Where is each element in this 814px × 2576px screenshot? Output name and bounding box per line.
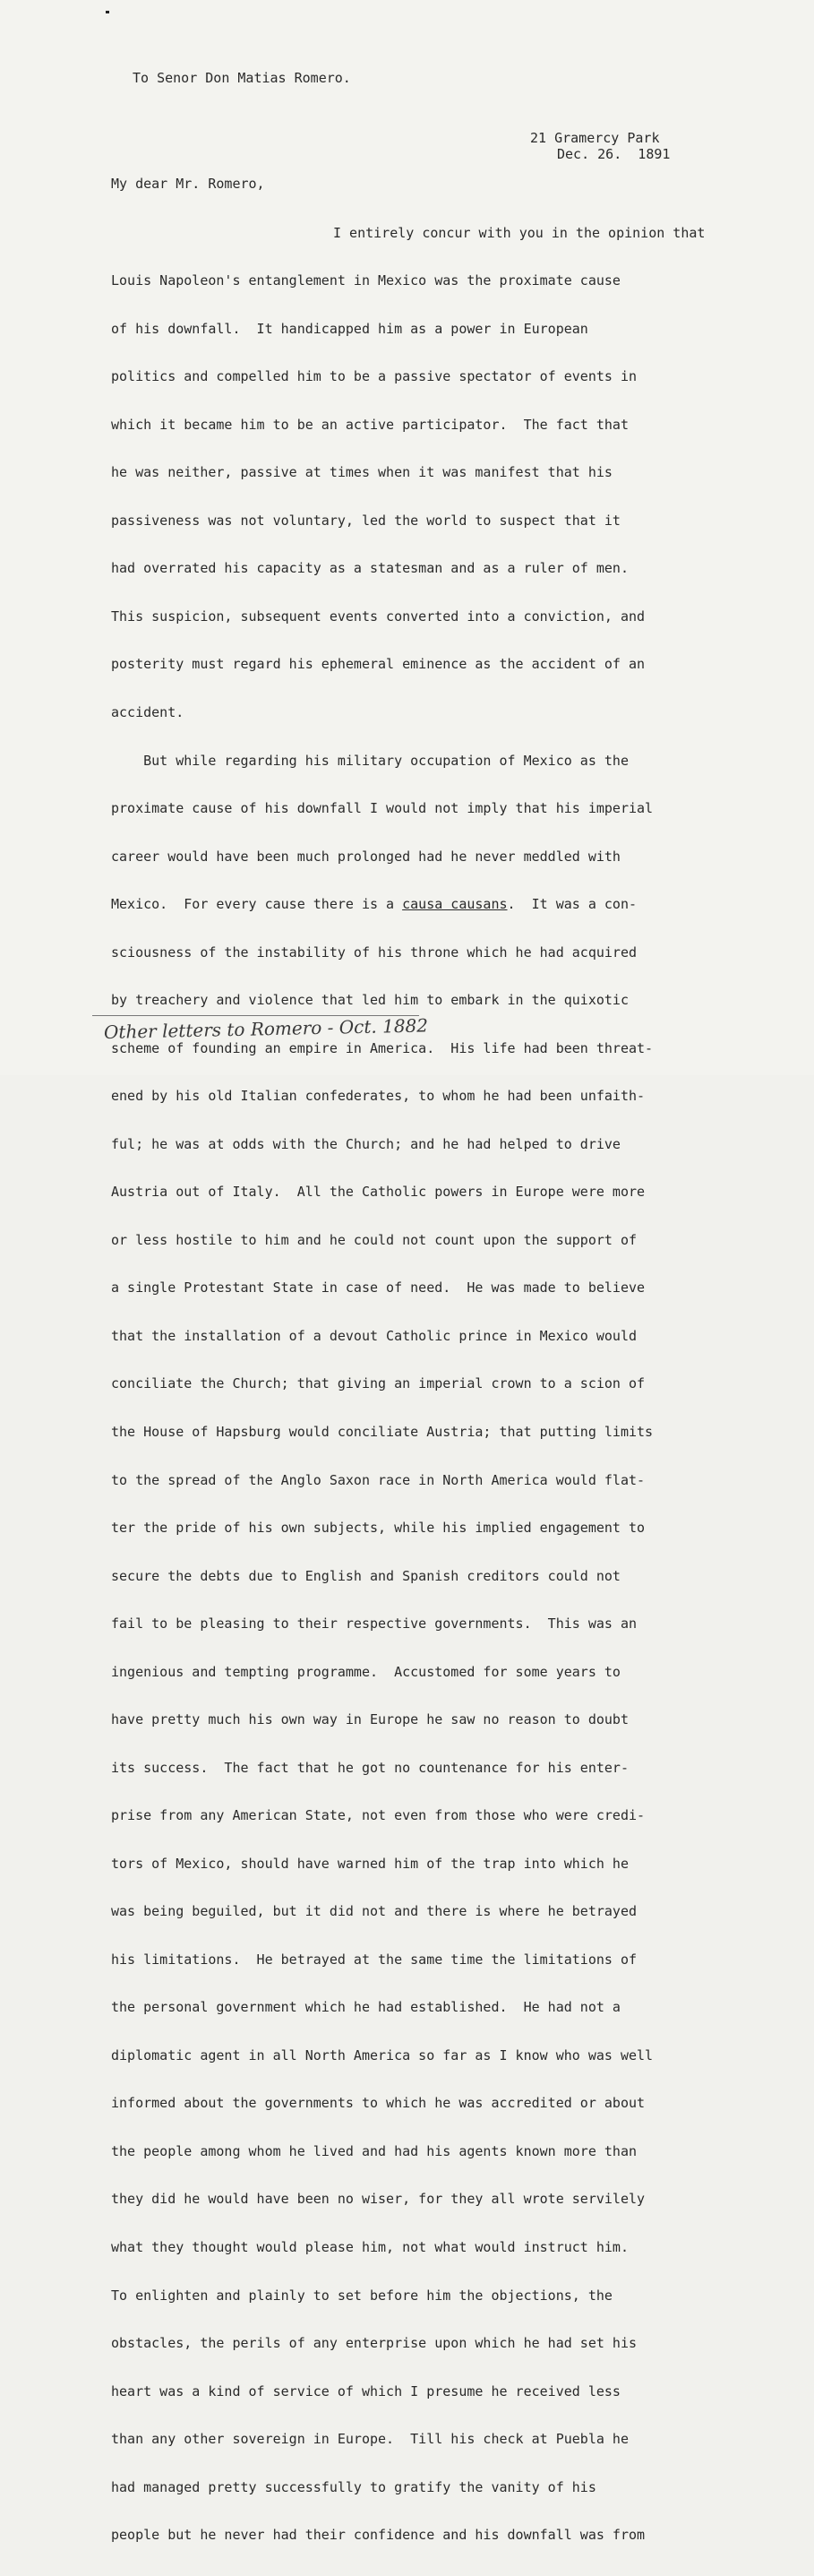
body-line: posterity must regard his ephemeral eminence as the accident of an (111, 656, 646, 673)
body-line: the House of Hapsburg would conciliate Austria; that putting limits (111, 1423, 654, 1440)
body-line: was being beguiled, but it did not and there is where he betrayed (111, 1903, 637, 1920)
body-line-head: Mexico. For every cause there is a (111, 896, 403, 913)
body-line: ingenious and tempting programme. Accustomed for some years to (111, 1663, 621, 1680)
body-line: career would have been much prolonged had he never meddled with (111, 848, 621, 865)
body-line: ter the pride of his own subjects, while his implied engagement to (111, 1520, 646, 1537)
underlined-phrase: causa causans (402, 896, 508, 913)
handwritten-note: Other letters to Romero - Oct. 1882 (103, 1014, 429, 1043)
body-line: that the installation of a devout Catholic prince in Mexico would (111, 1327, 637, 1344)
body-line: heart was a kind of service of which I presume he received less (111, 2382, 621, 2399)
address-street: 21 Gramercy Park (530, 130, 660, 146)
body-line: But while regarding his military occupation of Mexico as the (111, 752, 629, 769)
salutation: My dear Mr. Romero, (111, 176, 265, 192)
body-line-tail: . It was a con- (507, 896, 638, 913)
body-line: Louis Napoleon's entanglement in Mexico was the proximate cause (111, 272, 621, 289)
body-line: tors of Mexico, should have warned him of the trap into which he (111, 1855, 629, 1872)
body-line: ful; he was at odds with the Church; and he had helped to drive (111, 1135, 621, 1152)
body-line: the personal government which he had established. He had not a (111, 1999, 621, 2016)
body-line: secure the debts due to English and Spanish creditors could not (111, 1567, 621, 1584)
body-line: his limitations. He betrayed at the same time the limitations of (111, 1951, 637, 1968)
body-line: he was neither, passive at times when it was manifest that his (111, 464, 613, 481)
body-line-with-underline (111, 897, 705, 913)
body-line: had overrated his capacity as a statesman and as a ruler of men. (111, 560, 629, 577)
body-line: its success. The fact that he got no countenance for his enter- (111, 1759, 629, 1776)
body-line: informed about the governments to which he was accredited or about (111, 2095, 646, 2112)
body-line: To enlighten and plainly to set before him the objections, the (111, 2287, 613, 2304)
body-line: obstacles, the perils of any enterprise upon which he had set his (111, 2335, 637, 2352)
body-line: This suspicion, subsequent events converted into a conviction, and (111, 607, 646, 625)
body-line: a single Protestant State in case of need. He was made to believe (111, 1279, 646, 1297)
body-line: by treachery and violence that led him to embark in the quixotic (111, 992, 629, 1009)
body-line: ened by his old Italian confederates, to whom he had been unfaith- (111, 1088, 646, 1105)
body-line: have pretty much his own way in Europe he saw no reason to doubt (111, 1711, 629, 1728)
ink-mark (106, 11, 109, 13)
body-line: diplomatic agent in all North America so far as I know who was well (111, 2046, 654, 2063)
body-line: sciousness of the instability of his throne which he had acquired (111, 943, 637, 961)
letter-body (111, 194, 705, 2576)
addressee-line: To Senor Don Matias Romero. (133, 70, 351, 86)
body-line: to the spread of the Anglo Saxon race in North America would flat- (111, 1471, 646, 1488)
body-line: scheme of founding an empire in America. His life had been threat- (111, 1039, 654, 1056)
body-line: politics and compelled him to be a passive spectator of events in (111, 368, 637, 385)
body-line: conciliate the Church; that giving an imperial crown to a scion of (111, 1375, 646, 1392)
body-line: Austria out of Italy. All the Catholic powers in Europe were more (111, 1184, 646, 1201)
letter-date: Dec. 26. 1891 (557, 146, 671, 162)
body-line: of his downfall. It handicapped him as a power in European (111, 320, 588, 337)
body-line: had managed pretty successfully to gratify the vanity of his (111, 2478, 596, 2495)
body-line: I entirely concur with you in the opinion that (333, 224, 706, 241)
body-line: the people among whom he lived and had his agents known more than (111, 2142, 637, 2159)
body-line: fail to be pleasing to their respective governments. This was an (111, 1615, 637, 1633)
body-line: people but he never had their confidence and his downfall was from (111, 2527, 646, 2544)
body-line: or less hostile to him and he could not count upon the support of (111, 1231, 637, 1248)
body-line: which it became him to be an active participator. The fact that (111, 416, 629, 433)
body-line: prise from any American State, not even from those who were credi- (111, 1807, 646, 1824)
body-line: what they thought would please him, not what would instruct him. (111, 2239, 629, 2255)
body-line: passiveness was not voluntary, led the world to suspect that it (111, 512, 621, 529)
body-line: than any other sovereign in Europe. Till his check at Puebla he (111, 2431, 629, 2448)
body-line: they did he would have been no wiser, for they all wrote servilely (111, 2191, 646, 2208)
body-line: accident. (111, 704, 184, 720)
body-line: proximate cause of his downfall I would not imply that his imperial (111, 800, 654, 817)
